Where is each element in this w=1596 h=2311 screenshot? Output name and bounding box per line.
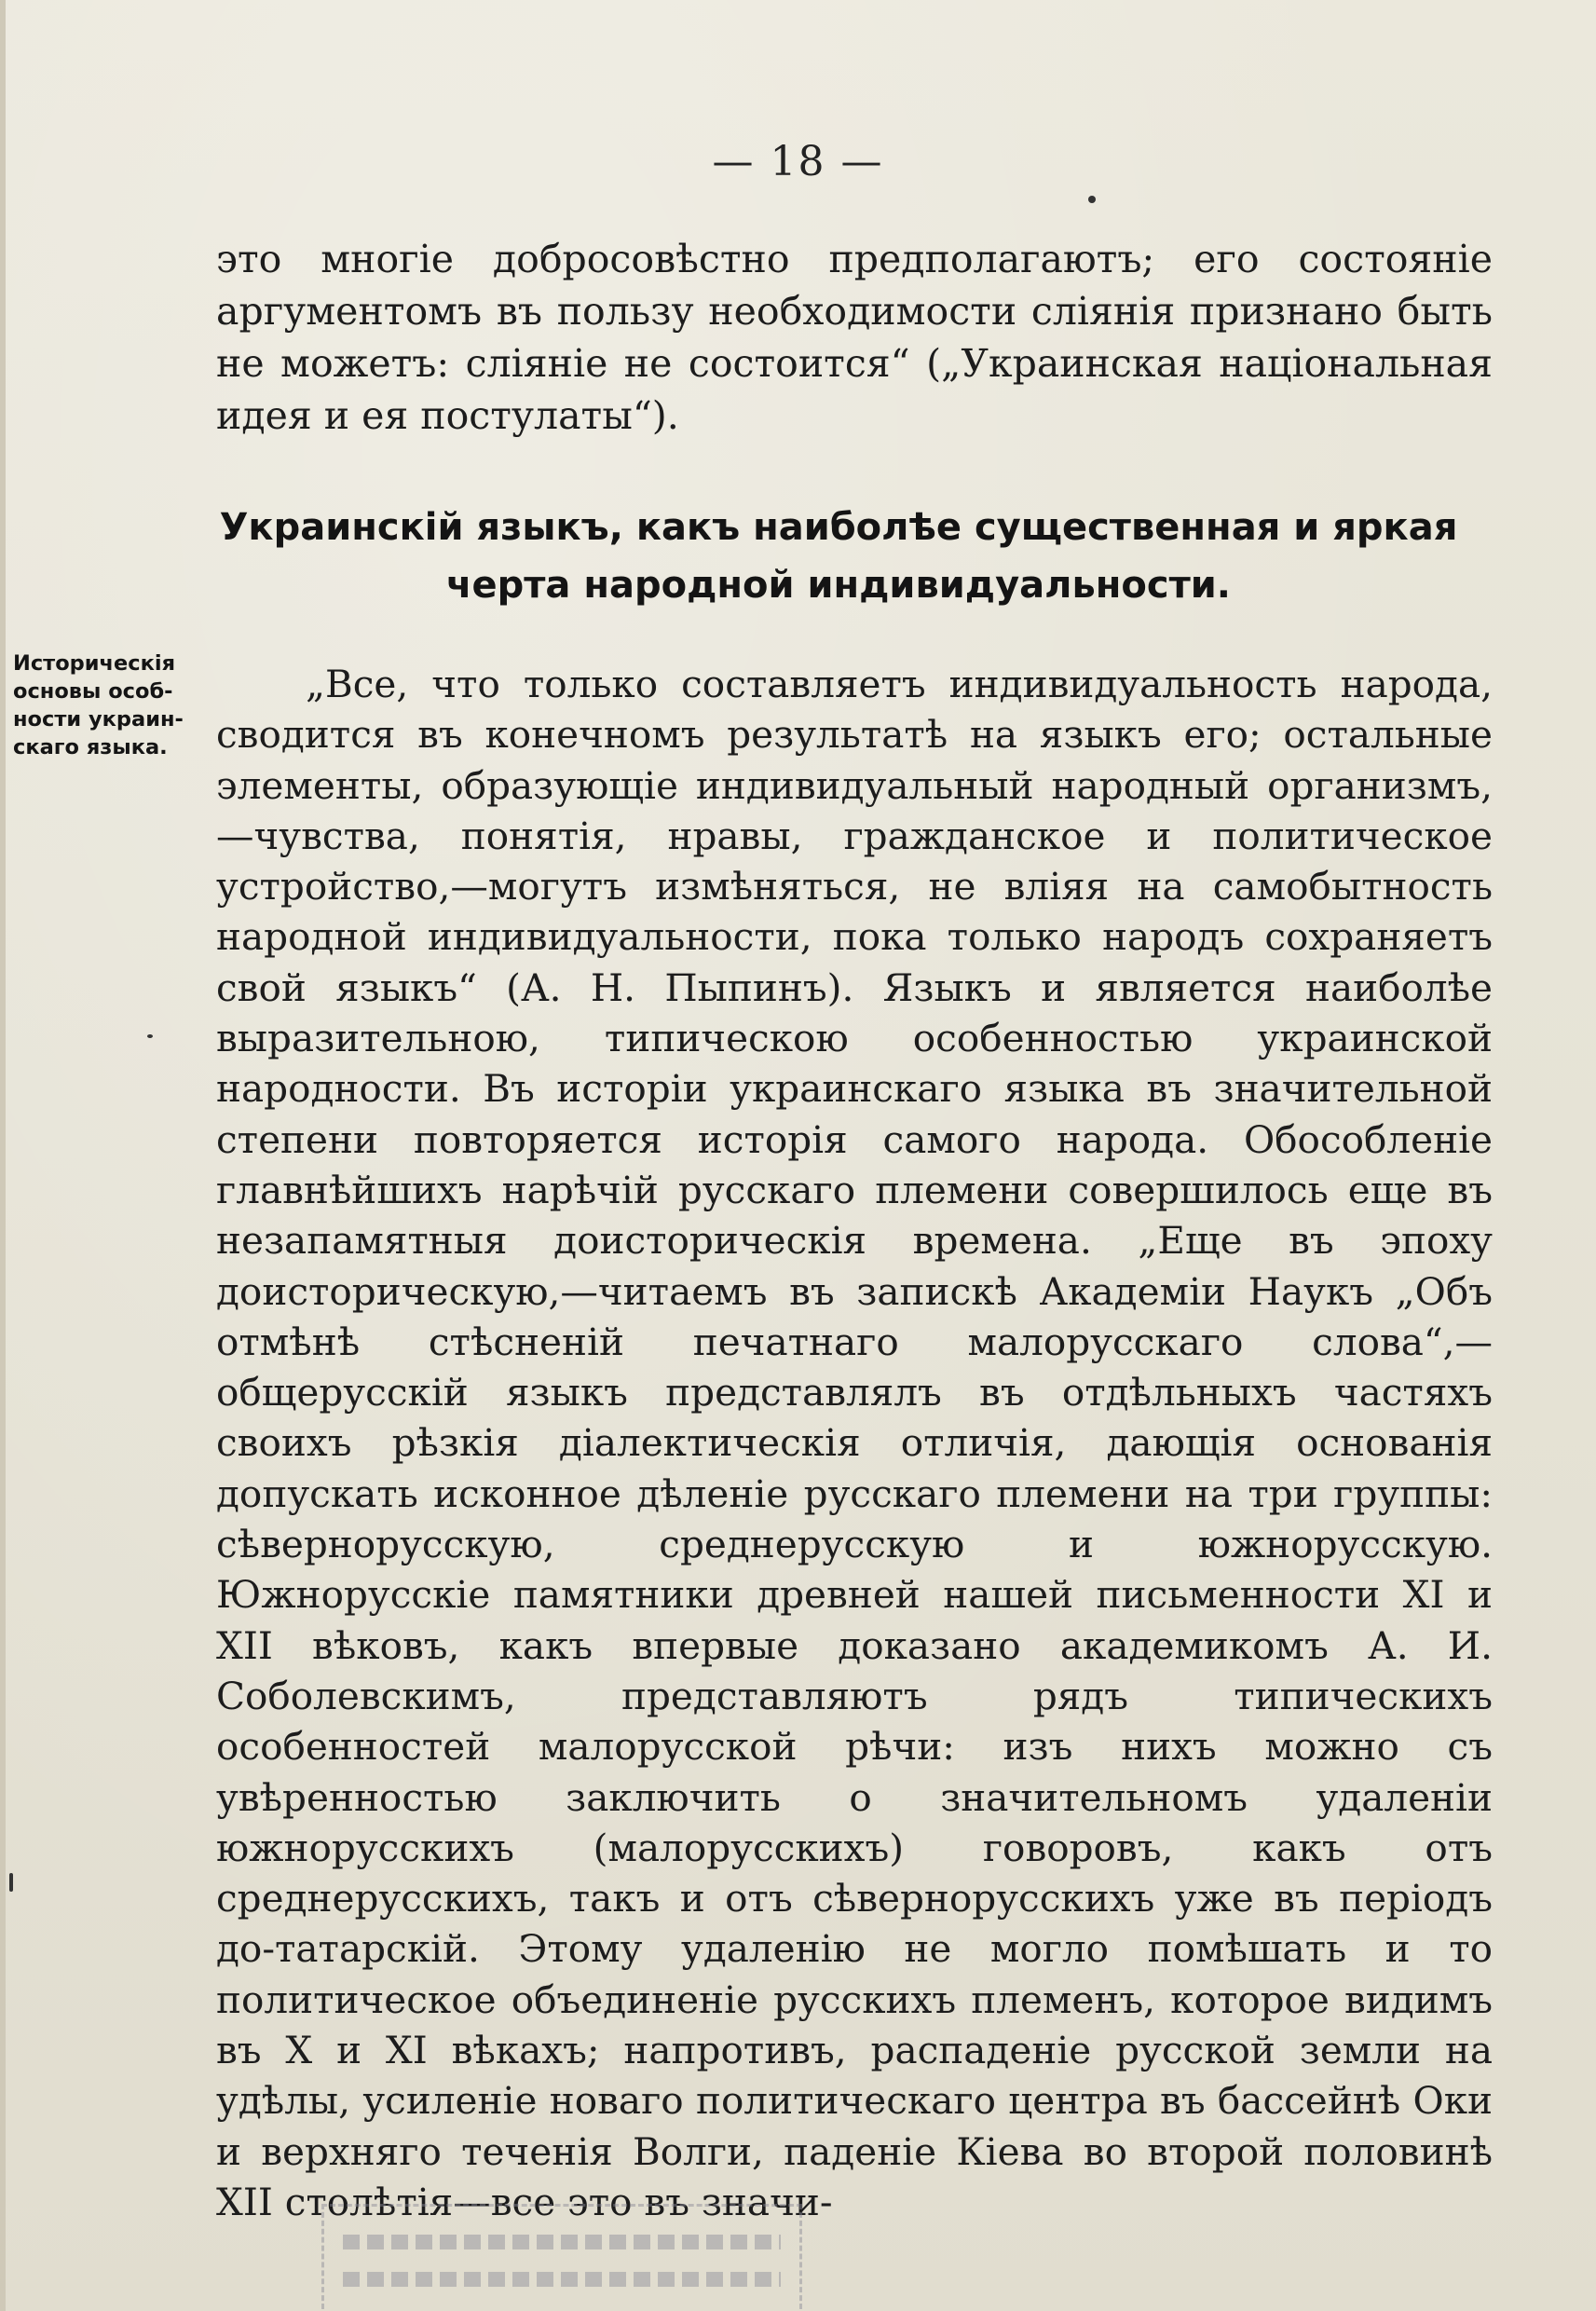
stamp-text-line — [343, 2272, 781, 2287]
page-number: — 18 — — [712, 138, 884, 185]
margin-note-line-3: ности украин- — [13, 707, 184, 732]
ink-speck — [9, 1873, 13, 1892]
section-heading-line-1: Украинскій языкъ, какъ наиболѣе существенная и яркая — [219, 506, 1458, 549]
intro-paragraph: это многіе добросовѣстно предполагаютъ; его состояніе аргументомъ въ пользу необходимости сліянія признано быть не можетъ: сліяніе не состоится“ („Украинская національная идея и ея постулаты“). — [216, 237, 1493, 438]
section-heading-line-2: черта народной индивидуальности. — [446, 564, 1231, 607]
body-paragraph: „Все, что только составляетъ индивидуальность народа, сводится въ конечномъ результатѣ на языкъ его; остальные элементы, образующіе индивидуальный народный организмъ,—чувства, понятія, нравы, гражданское и политическое устройство,—могутъ измѣняться, не вліяя на самобытность народной индивидуальности, пока только народъ сохраняетъ свой языкъ“ (А. Н. Пыпинъ). Языкъ и является наиболѣе выразительною, типическою особенностью украинской народности. Въ исторіи украинскаго языка въ значительной степени повторяется исторія самого народа. Обособленіе главнѣйшихъ нарѣчій русскаго племени совершилось еще въ незапамятныя доисторическія времена. „Еще въ эпоху доисторическую,—читаемъ въ запискѣ Академіи Наукъ „Объ отмѣнѣ стѣсненій печатнаго малорусскаго слова“,—общерусскій языкъ представлялъ въ отдѣльныхъ частяхъ своихъ рѣзкія діалектическія отличія, дающія основанія допускать исконное дѣленіе русскаго племени на три группы: сѣвернорусскую, среднерусскую и южнорусскую. Южнорусскіе памятники древней нашей письменности XI и XII вѣковъ, какъ впервые доказано академикомъ А. И. Соболевскимъ, представляютъ рядъ типическихъ особенностей малорусской рѣчи: изъ нихъ можно съ увѣренностью заключить о значительномъ удаленіи южнорусскихъ (малорусскихъ) говоровъ, какъ отъ среднерусскихъ, такъ и отъ сѣвернорусскихъ уже въ періодъ до-татарскій. Этому удаленію не могло помѣшать и то политическое объединеніе русскихъ племенъ, которое видимъ въ X и XI вѣкахъ; напротивъ, распаденіе русской земли на удѣлы, усиленіе новаго политическаго центра въ бассейнѣ Оки и верхняго теченія Волги, паденіе Кіева во второй половинѣ XII столѣтія—все это въ значи- — [216, 662, 1493, 2224]
ink-speck — [1088, 196, 1096, 203]
margin-note-line-4: скаго языка. — [13, 735, 168, 759]
library-stamp — [321, 2204, 802, 2309]
margin-note-line-1: Историческія — [13, 651, 176, 676]
page-edge — [0, 0, 6, 2311]
stamp-text-line — [343, 2235, 781, 2249]
ink-speck — [147, 1034, 153, 1038]
margin-note — [13, 650, 211, 761]
section-heading — [205, 499, 1472, 614]
margin-note-line-2: основы особ- — [13, 679, 173, 704]
